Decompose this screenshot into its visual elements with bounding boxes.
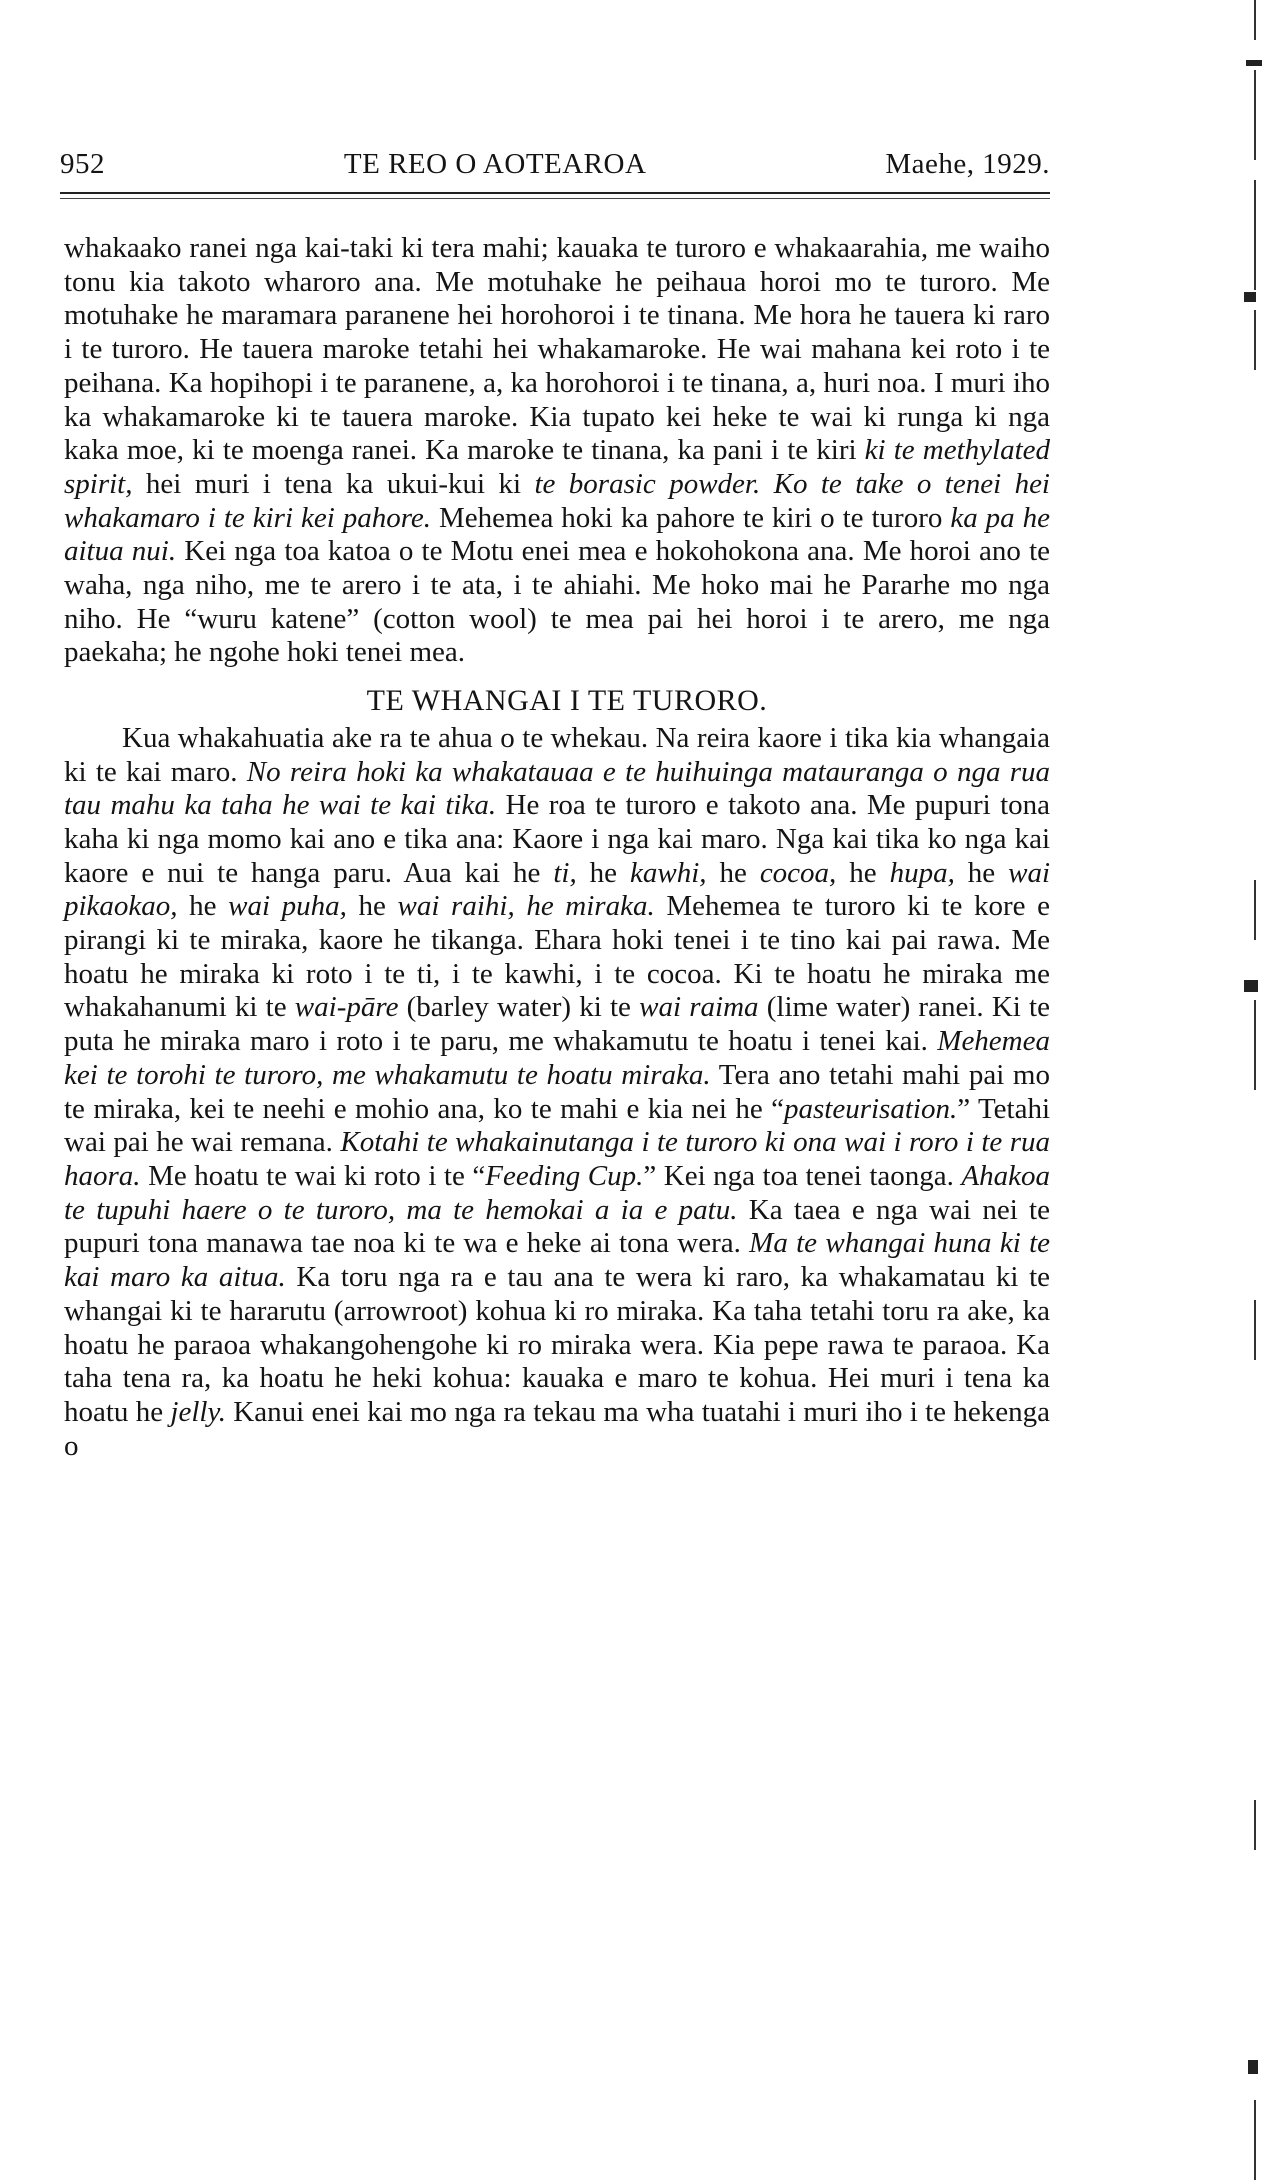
scan-edge-mark xyxy=(1254,310,1256,370)
scan-edge-mark xyxy=(1254,1300,1256,1360)
text-run: Me hoatu te wai ki roto i te “ xyxy=(140,1159,486,1192)
text-run: Ka taea e nga wai nei te pupuri tona manawa tae noa ki te wa e heke ai tona wera. xyxy=(64,1193,1050,1260)
header-rule xyxy=(60,192,1050,194)
italic-run: cocoa, xyxy=(759,856,837,889)
italic-run: te borasic powder. Ko te take o tenei hei whakamaro i te kiri kei pahore. xyxy=(64,467,1050,534)
scan-edge-mark xyxy=(1254,1000,1256,1090)
text-run: Ka toru nga ra e tau ana te wera ki raro, ka whakamatau ki te whangai ki te hararutu (arrowroot) kohua ki ro miraka. Ka taha tetahi toru ra ake, ka hoatu he paraoa whakangohengohe ki ro miraka wera. Kia pepe rawa te paraoa. Ka taha tena ra, ka hoatu he heki kohua: kauaka e maro te kohua. Hei muri i tena ka hoatu he xyxy=(64,1261,1050,1428)
text-run: (barley water) ki te xyxy=(398,991,640,1024)
italic-run: No reira hoki ka whakatauaa e te huihuinga matauranga o nga rua tau mahu ka taha he wai te kai tika. xyxy=(64,755,1050,822)
scan-edge-mark xyxy=(1254,2100,1256,2180)
scan-edge-mark xyxy=(1244,980,1258,992)
header-rule-thin xyxy=(60,198,1050,199)
italic-run: Kotahi te whakainutanga i te turoro ki ona wai i roro i te rua haora. xyxy=(64,1126,1050,1192)
text-run: Kei nga toa katoa o te Motu enei mea e hokohokona ana. Me horoi ano te waha, nga niho, me te arero i te ata, i te ahiahi. Me hoko mai he Pararhe mo nga niho. He “wuru katene” (cotton wool) te mea pai hei horoi i te arero, me nga paekaha; he ngohe hoki tenei mea. xyxy=(64,535,1050,669)
paragraph xyxy=(64,722,1050,1463)
paragraph xyxy=(64,232,1050,670)
text-run: he xyxy=(346,890,398,923)
text-run: he xyxy=(177,890,229,923)
italic-run: pasteurisation. xyxy=(784,1092,958,1125)
italic-run: hupa, xyxy=(889,856,955,889)
italic-run: Feeding Cup. xyxy=(485,1159,644,1192)
text-run: whakaako ranei nga kai-taki ki tera mahi; kauaka te turoro e whakaarahia, me waiho tonu kia takoto wharoro ana. Me motuhake he peihaua horoi mo te turoro. Me motuhake he maramara paranene hei horohoroi i te tinana. Me hora he tauera ki raro i te turoro. He tauera maroke tetahi hei whakamaroke. He wai mahana kei roto i te peihana. Ka hopihopi i te paranene, a, ka horohoroi i te tinana, a, huri noa. I muri iho ka whakamaroke ki te tauera maroke. Kia tupato kei heke te wai ki runga ki nga kaka moe, ki te moenga ranei. Ka maroke te tinana, ka pani i te kiri xyxy=(64,232,1050,467)
scan-edge-mark xyxy=(1254,70,1256,160)
italic-run: ki te methylated spirit, xyxy=(64,434,1050,500)
text-run: Kua whakahuatia ake ra te ahua o te whekau. Na reira kaore i tika kia whangaia ki te kai maro. xyxy=(64,721,1050,788)
scan-edge-mark xyxy=(1254,0,1256,40)
scan-edge-mark xyxy=(1246,60,1262,66)
italic-run: Ahakoa te tupuhi haere o te turoro, ma te hemokai a ia e patu. xyxy=(64,1159,1051,1226)
text-run: he xyxy=(576,856,630,889)
italic-run: kawhi, xyxy=(630,856,707,889)
text-run: (lime water) ranei. Ki te puta he miraka maro i roto i te paru, me whakamutu te hoatu i tenei kai. xyxy=(64,991,1050,1058)
issue-date: Maehe, 1929. xyxy=(885,148,1050,180)
text-run: Kanui enei kai mo nga ra tekau ma wha tuatahi i muri iho i te hekenga o xyxy=(64,1395,1050,1462)
italic-run: wai pikaokao, xyxy=(64,856,1051,923)
text-run: he xyxy=(706,856,760,889)
italic-run: ti, xyxy=(553,856,577,889)
text-run: Mehemea te turoro ki te kore e pirangi ki te miraka, kaore he tikanga. Ehara hoki tenei i te tino kai pai rawa. Me hoatu he miraka ki roto i te ti, i te kawhi, i te cocoa. Ki te hoatu he miraka me whakahanumi ki te xyxy=(64,890,1051,1024)
journal-title: TE REO O AOTEAROA xyxy=(343,148,647,180)
italic-run: wai raihi, he miraka. xyxy=(397,890,655,923)
page-header xyxy=(60,148,1050,181)
scan-edge-mark xyxy=(1254,1800,1256,1850)
page-number: 952 xyxy=(60,148,105,180)
text-run: ” Tetahi wai pai he wai remana. xyxy=(64,1092,1050,1159)
italic-run: ka pa he aitua nui. xyxy=(64,501,1050,568)
italic-run: wai puha, xyxy=(228,890,347,923)
scan-edge-mark xyxy=(1248,2060,1258,2074)
scan-edge-mark xyxy=(1254,180,1256,290)
italic-run: jelly. xyxy=(170,1395,226,1428)
text-run: Mehemea hoki ka pahore te kiri o te turoro xyxy=(431,501,951,534)
italic-run: wai raima xyxy=(639,991,759,1024)
text-run: Tera ano tetahi mahi pai mo te miraka, kei te neehi e mohio ana, ko te mahi e kia nei he “ xyxy=(64,1058,1050,1125)
text-run: hei muri i tena ka ukui-kui ki xyxy=(132,467,535,500)
italic-run: Ma te whangai huna ki te kai maro ka aitua. xyxy=(64,1227,1051,1294)
italic-run: Mehemea kei te torohi te turoro, me whakamutu te hoatu miraka. xyxy=(64,1025,1050,1091)
text-run: he xyxy=(954,856,1009,889)
italic-run: wai-pāre xyxy=(294,991,399,1024)
text-run: he xyxy=(836,856,890,889)
section-heading: TE WHANGAI I TE TURORO. xyxy=(366,684,768,718)
text-run: ” Kei nga toa tenei taonga. xyxy=(643,1159,962,1192)
body-text xyxy=(64,232,1050,1463)
text-run: He roa te turoro e takoto ana. Me pupuri tona kaha ki nga momo kai ano e tika ana: Kaore i nga kai maro. Nga kai tika ko nga kai kaore e nui te hanga paru. Aua kai he xyxy=(64,789,1051,889)
scan-edge-mark xyxy=(1244,292,1256,302)
scan-edge-mark xyxy=(1254,880,1256,940)
